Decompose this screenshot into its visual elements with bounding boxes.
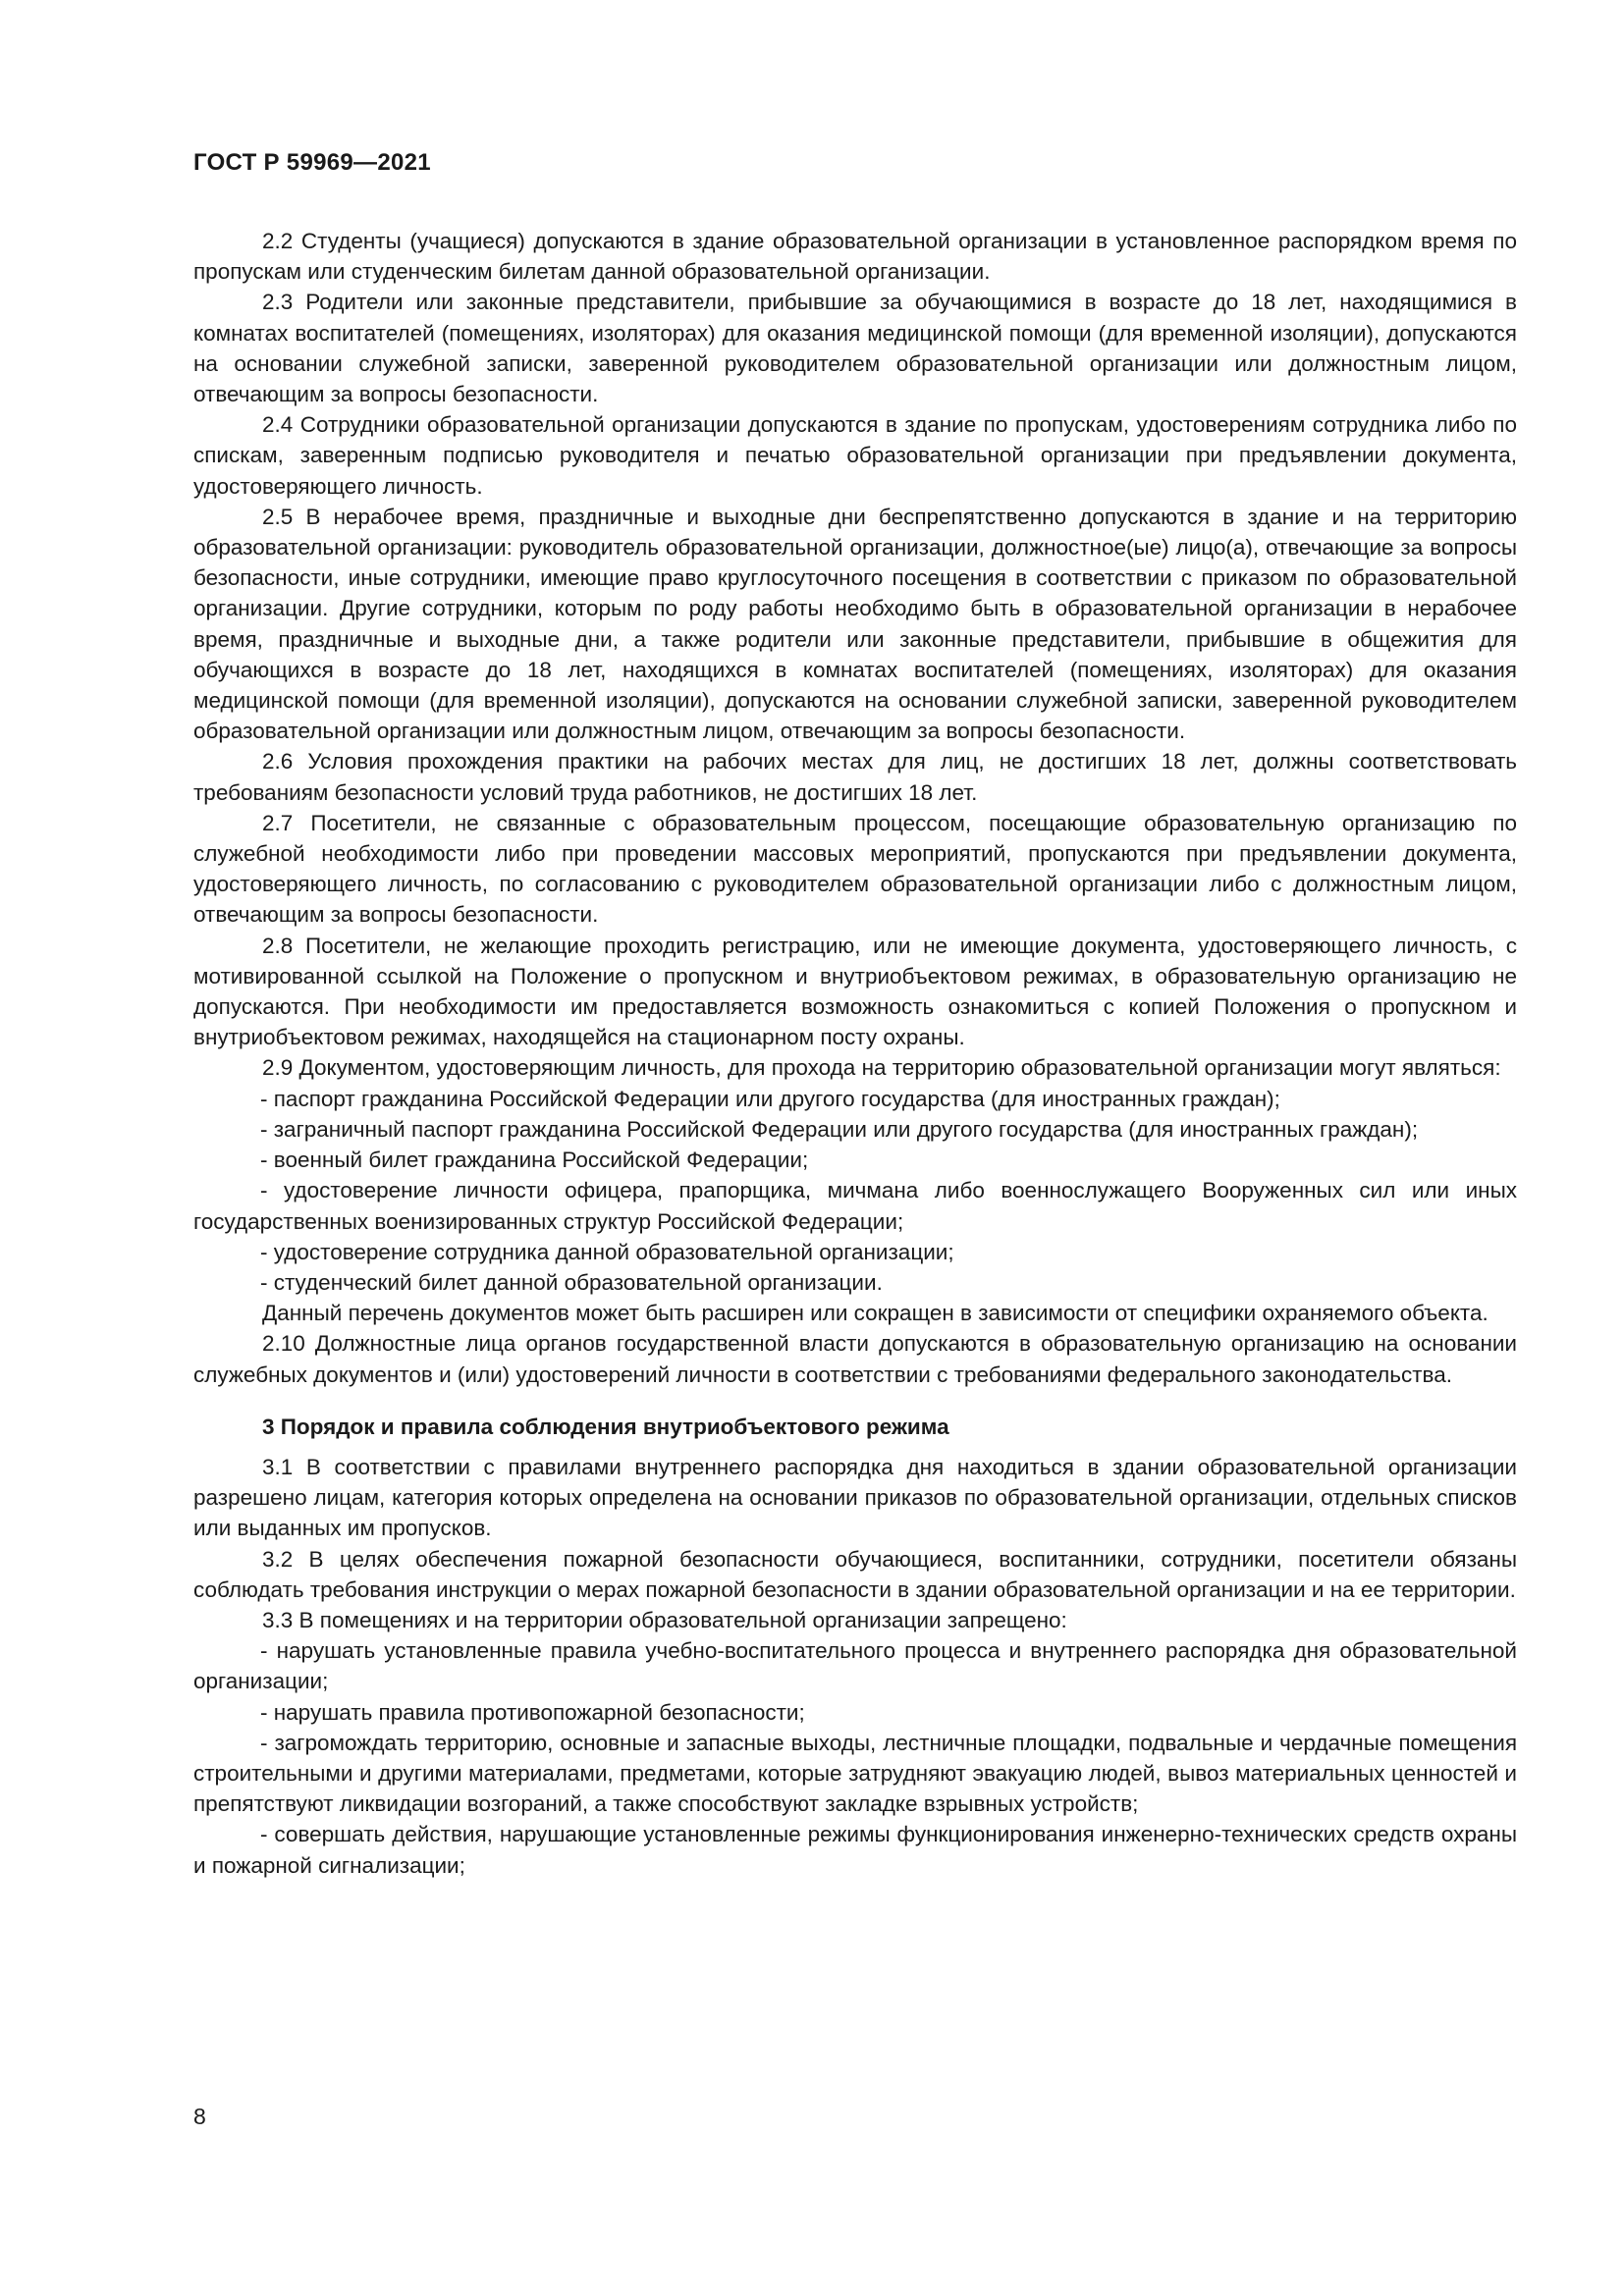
paragraph-2-8: 2.8 Посетители, не желающие проходить регистрацию, или не имеющие документа, удостоверяющего личность, с мотивированной ссылкой на Положение о пропускном и внутриобъектовом режимах, в образовательную организацию не допускаются. При необходимости им предоставляется возможность ознакомиться с копией Положения о пропускном и внутриобъектовом режимах, находящейся на стационарном посту охраны. bbox=[193, 933, 1517, 1050]
section-3-heading: 3 Порядок и правила соблюдения внутриобъектового режима bbox=[262, 1414, 949, 1439]
paragraph-2-9-note: Данный перечень документов может быть расширен или сокращен в зависимости от специфики охраняемого объекта. bbox=[262, 1301, 1489, 1326]
list-item: - удостоверение личности офицера, прапорщика, мичмана либо военнослужащего Вооруженных сил или иных государственных военизированных структур Российской Федерации; bbox=[193, 1178, 1517, 1234]
paragraph-2-3: 2.3 Родители или законные представители, прибывшие за обучающимися в возрасте до 18 лет, находящимися в комнатах воспитателей (помещениях, изоляторах) для оказания медицинской помощи (для временной изоляции), допускаются на основании служебной записки, заверенной руководителем образовательной организации или должностным лицом, отвечающим за вопросы безопасности. bbox=[193, 290, 1517, 407]
paragraph-2-4: 2.4 Сотрудники образовательной организации допускаются в здание по пропускам, удостоверениям сотрудника либо по спискам, заверенным подписью руководителя и печатью образовательной организации при предъявлении документа, удостоверяющего личность. bbox=[193, 412, 1517, 499]
list-item: - нарушать установленные правила учебно-воспитательного процесса и внутреннего распорядка дня образовательной организации; bbox=[193, 1638, 1517, 1694]
page-number: 8 bbox=[193, 2104, 206, 2129]
list-item: - совершать действия, нарушающие установленные режимы функционирования инженерно-технических средств охраны и пожарной сигнализации; bbox=[193, 1822, 1517, 1878]
list-item: - паспорт гражданина Российской Федерации или другого государства (для иностранных граждан); bbox=[260, 1086, 1280, 1111]
paragraph-2-6: 2.6 Условия прохождения практики на рабочих местах для лиц, не достигших 18 лет, должны соответствовать требованиям безопасности условий труда работников, не достигших 18 лет. bbox=[193, 749, 1517, 805]
paragraph-3-3: 3.3 В помещениях и на территории образовательной организации запрещено: bbox=[262, 1607, 1067, 1632]
list-item: - заграничный паспорт гражданина Российской Федерации или другого государства (для иностранных граждан); bbox=[260, 1116, 1419, 1142]
paragraph-2-10: 2.10 Должностные лица органов государственной власти допускаются в образовательную организацию на основании служебных документов и (или) удостоверений личности в соответствии с требованиями федерального законодательства. bbox=[193, 1331, 1517, 1387]
paragraph-2-2: 2.2 Студенты (учащиеся) допускаются в здание образовательной организации в установленное распорядком время по пропускам или студенческим билетам данной образовательной организации. bbox=[193, 229, 1517, 285]
paragraph-3-1: 3.1 В соответствии с правилами внутреннего распорядка дня находиться в здании образовательной организации разрешено лицам, категория которых определена на основании приказов по образовательной организации, отдельных списков или выданных им пропусков. bbox=[193, 1454, 1517, 1541]
list-item: - загромождать территорию, основные и запасные выходы, лестничные площадки, подвальные и чердачные помещения строительными и другими материалами, предметами, которые затрудняют эвакуацию людей, вывоз материальных ценностей и препятствуют ликвидации возгораний, а также способствуют закладке взрывных устройств; bbox=[193, 1730, 1517, 1817]
list-item: - удостоверение сотрудника данной образовательной организации; bbox=[260, 1239, 954, 1264]
document-body bbox=[193, 226, 1517, 1881]
paragraph-2-5: 2.5 В нерабочее время, праздничные и выходные дни беспрепятственно допускаются в здание и на территорию образовательной организации: руководитель образовательной организации, должностное(ые) лицо(а), отвечающие за вопросы безопасности, иные сотрудники, имеющие право круглосуточного посещения в соответствии с приказом по образовательной организации. Другие сотрудники, которым по роду работы необходимо быть в образовательной организации в нерабочее время, праздничные и выходные дни, а также родители или законные представители, прибывшие в общежития для обучающихся в возрасте до 18 лет, находящихся в комнатах воспитателей (помещениях, изоляторах) для оказания медицинской помощи (для временной изоляции), допускаются на основании служебной записки, заверенной руководителем образовательной организации или должностным лицом, отвечающим за вопросы безопасности. bbox=[193, 504, 1517, 744]
list-item: - нарушать правила противопожарной безопасности; bbox=[260, 1699, 805, 1725]
document-header: ГОСТ Р 59969—2021 bbox=[193, 149, 431, 176]
list-item: - военный билет гражданина Российской Федерации; bbox=[260, 1148, 809, 1173]
paragraph-2-9: 2.9 Документом, удостоверяющим личность, для прохода на территорию образовательной организации могут являться: bbox=[262, 1055, 1501, 1081]
paragraph-3-2: 3.2 В целях обеспечения пожарной безопасности обучающиеся, воспитанники, сотрудники, посетители обязаны соблюдать требования инструкции о мерах пожарной безопасности в здании образовательной организации и на ее территории. bbox=[193, 1546, 1517, 1602]
list-item: - студенческий билет данной образовательной организации. bbox=[260, 1269, 883, 1295]
paragraph-2-7: 2.7 Посетители, не связанные с образовательным процессом, посещающие образовательную организацию по служебной необходимости либо при проведении массовых мероприятий, пропускаются при предъявлении документа, удостоверяющего личность, по согласованию с руководителем образовательной организации либо с должностным лицом, отвечающим за вопросы безопасности. bbox=[193, 810, 1517, 928]
